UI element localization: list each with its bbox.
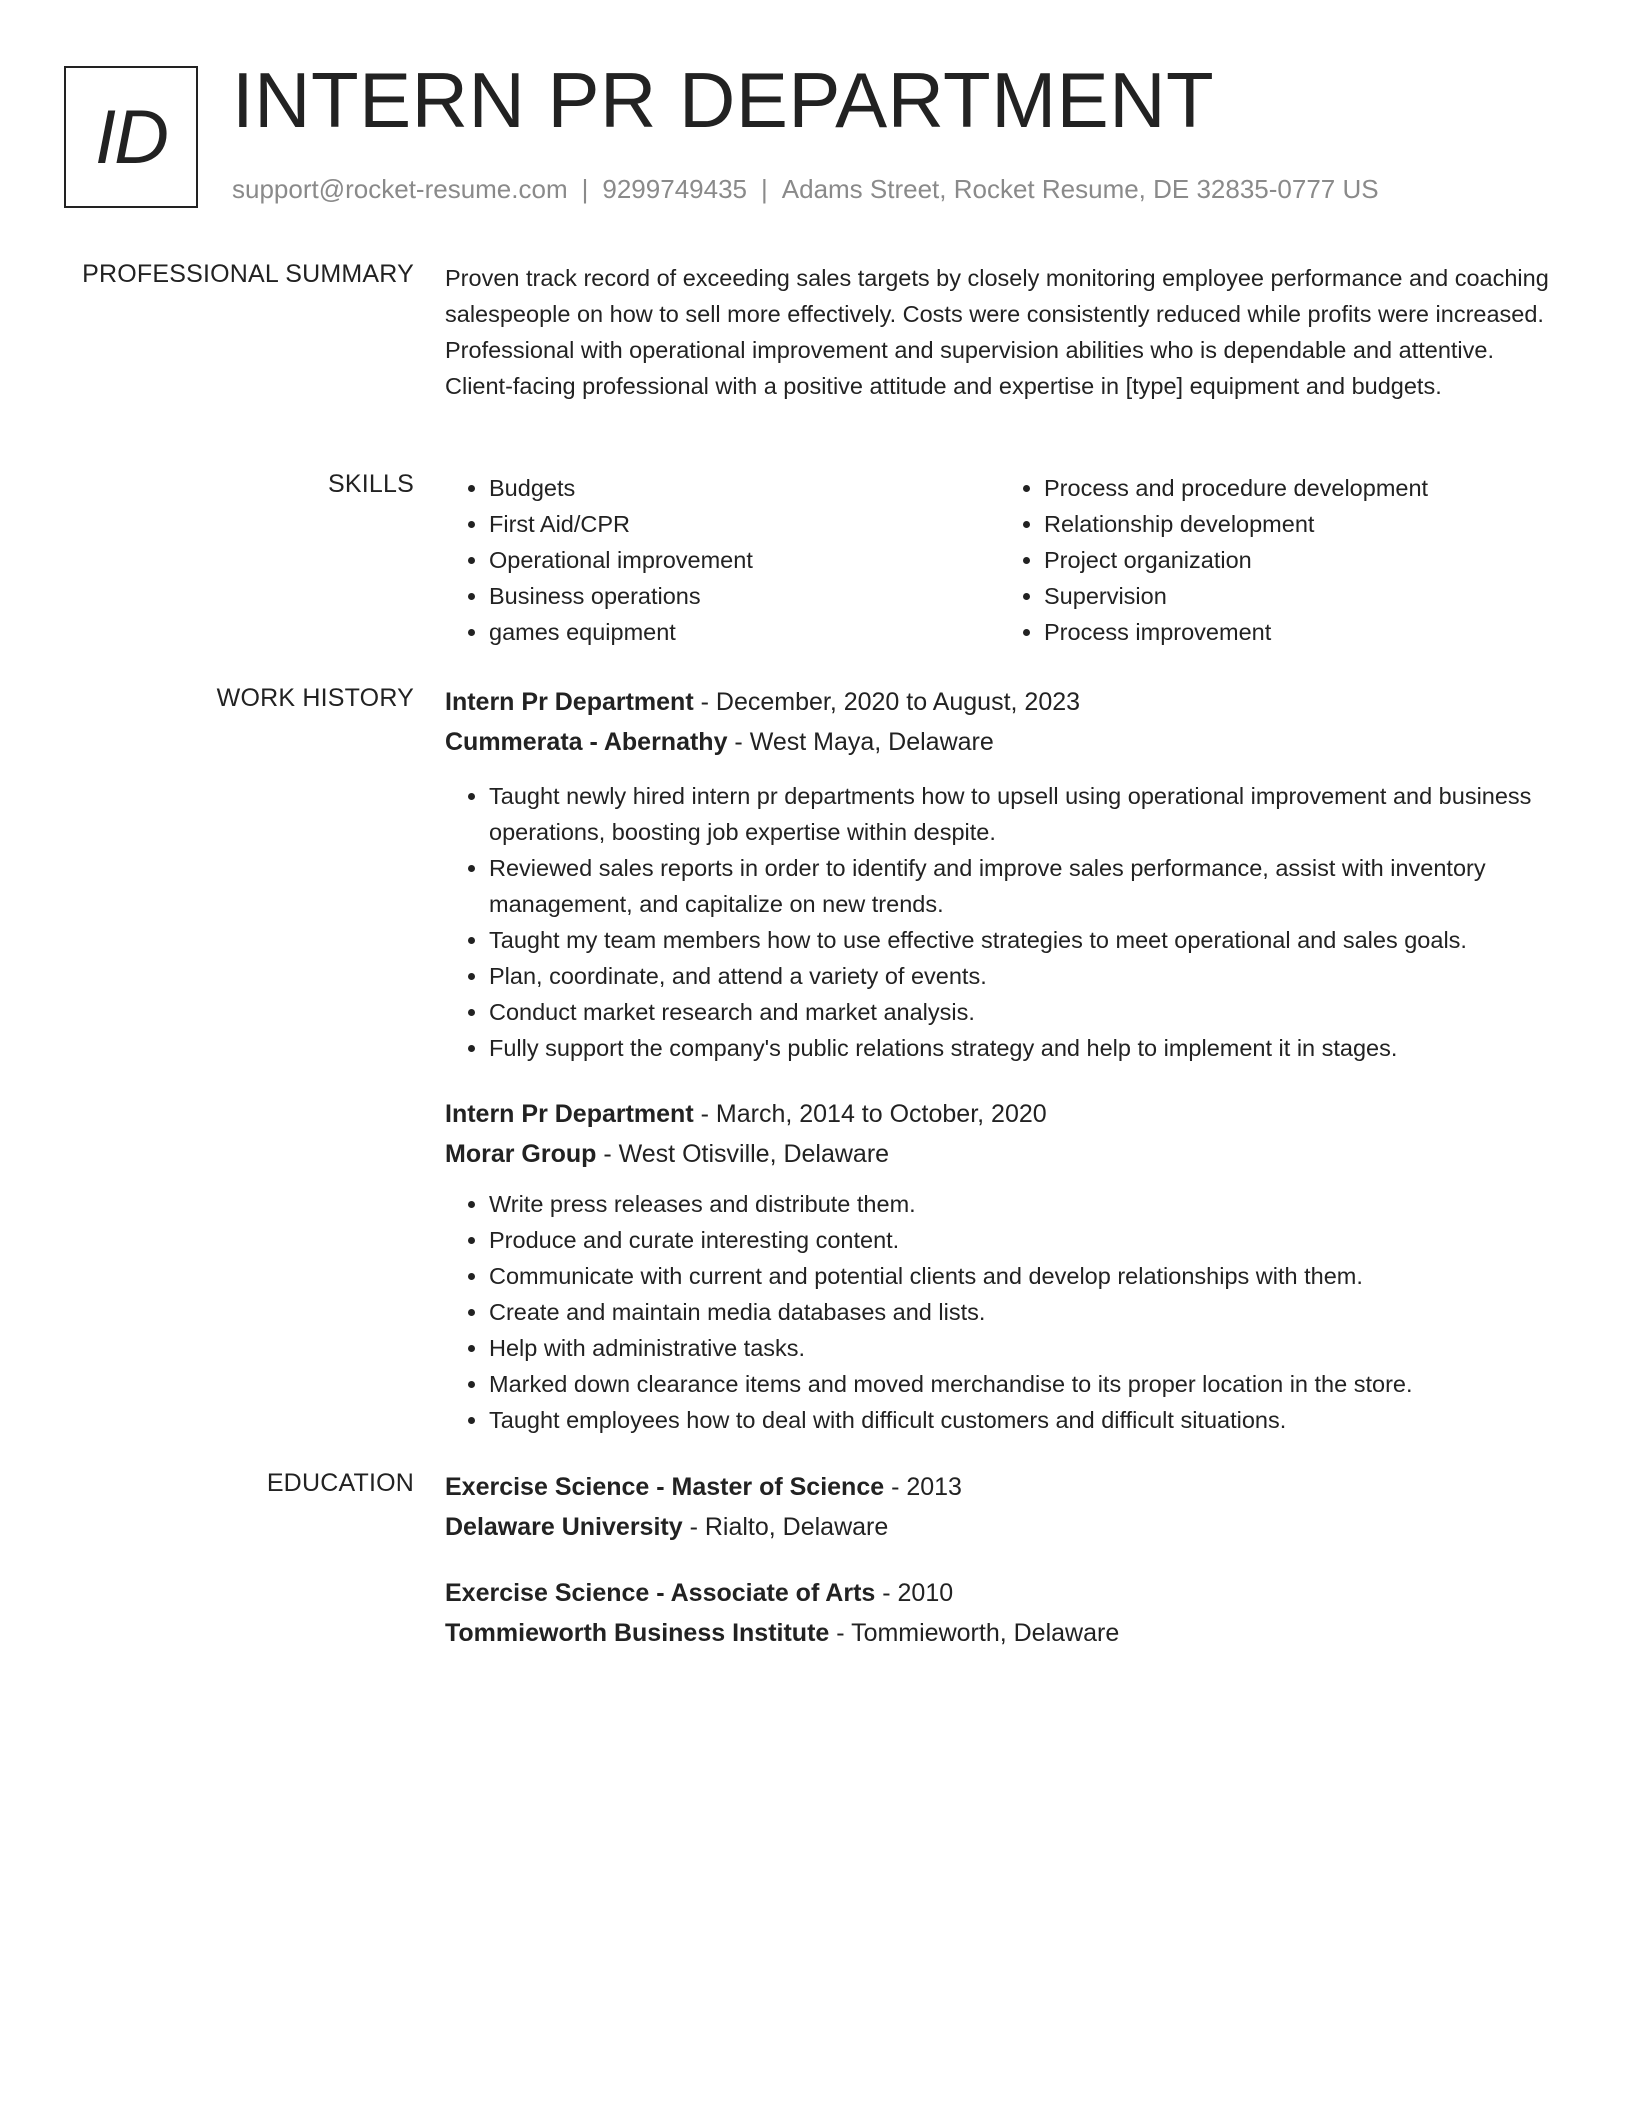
skill-item: • Relationship development xyxy=(1044,506,1555,542)
skills-list-left xyxy=(445,470,1000,650)
job-duty: • Create and maintain media databases and lists. xyxy=(489,1294,1555,1330)
work-history-heading: WORK HISTORY xyxy=(216,684,414,712)
job-title-line xyxy=(445,684,1555,720)
education-body xyxy=(445,1469,1555,1651)
skills-body xyxy=(445,470,1555,650)
skill-item: • Process and procedure development xyxy=(1044,470,1555,506)
skill-item: • First Aid/CPR xyxy=(489,506,1000,542)
job-duties xyxy=(445,778,1555,1066)
school-name: Delaware University xyxy=(445,1513,683,1541)
education-heading: EDUCATION xyxy=(266,1469,414,1497)
school-line xyxy=(445,1509,1555,1545)
summary-body xyxy=(445,260,1555,404)
skill-item: • Project organization xyxy=(1044,542,1555,578)
job-org-line xyxy=(445,1136,1555,1172)
skill-item: • Supervision xyxy=(1044,578,1555,614)
monogram-logo xyxy=(64,66,198,208)
skill-item: • Business operations xyxy=(489,578,1000,614)
school-location: - Rialto, Delaware xyxy=(682,1513,889,1541)
job-title-line xyxy=(445,1096,1555,1132)
job-company: Cummerata - Abernathy xyxy=(445,728,728,756)
work-history-body xyxy=(445,684,1555,1438)
education-entry xyxy=(445,1469,1555,1545)
job-duty: • Help with administrative tasks. xyxy=(489,1330,1555,1366)
job-duty: • Taught newly hired intern pr departments how to upsell using operational improvement and business operations, boosting job expertise within despite. xyxy=(489,778,1555,850)
job-duty: • Reviewed sales reports in order to identify and improve sales performance, assist with inventory management, and capitalize on new trends. xyxy=(489,850,1555,922)
contact-separator: | xyxy=(581,174,589,204)
job-dates: - December, 2020 to August, 2023 xyxy=(693,688,1081,716)
contact-separator: | xyxy=(761,174,768,204)
job-title: Intern Pr Department xyxy=(445,1100,694,1128)
job-entry xyxy=(445,684,1555,1066)
degree-name: Exercise Science - Master of Science xyxy=(445,1473,885,1501)
degree-name: Exercise Science - Associate of Arts xyxy=(445,1579,876,1607)
skills-heading: SKILLS xyxy=(328,470,414,498)
skill-item: • Operational improvement xyxy=(489,542,1000,578)
contact-line xyxy=(232,174,1379,205)
job-company: Morar Group xyxy=(445,1140,597,1168)
job-duty: • Taught employees how to deal with difficult customers and difficult situations. xyxy=(489,1402,1555,1438)
job-duty: • Communicate with current and potential clients and develop relationships with them. xyxy=(489,1258,1555,1294)
monogram-text: ID xyxy=(95,94,167,180)
job-duty: • Conduct market research and market analysis. xyxy=(489,994,1555,1030)
skills-columns xyxy=(445,470,1555,650)
skill-item: • Process improvement xyxy=(1044,614,1555,650)
skill-item: • games equipment xyxy=(489,614,1000,650)
job-duty: • Plan, coordinate, and attend a variety of events. xyxy=(489,958,1555,994)
degree-line xyxy=(445,1575,1555,1611)
summary-heading: PROFESSIONAL SUMMARY xyxy=(82,260,414,288)
job-duty: • Write press releases and distribute them. xyxy=(489,1186,1555,1222)
contact-address: Adams Street, Rocket Resume, DE 32835-0777 US xyxy=(781,174,1379,204)
contact-phone: 9299749435 xyxy=(602,174,747,204)
summary-text: Proven track record of exceeding sales targets by closely monitoring employee performance and coaching salespeople on how to sell more effectively. Costs were consistently reduced while profits were increased. Professional with operational improvement and supervision abilities who is dependable and attentive. Client-facing professional with a positive attitude and expertise in [type] equipment and budgets. xyxy=(445,265,1549,399)
contact-email: support@rocket-resume.com xyxy=(232,174,568,204)
job-duty: • Taught my team members how to use effective strategies to meet operational and sales goals. xyxy=(489,922,1555,958)
job-org-line xyxy=(445,724,1555,760)
degree-line xyxy=(445,1469,1555,1505)
degree-year: - 2010 xyxy=(875,1579,954,1607)
degree-year: - 2013 xyxy=(884,1473,962,1501)
candidate-name: INTERN PR DEPARTMENT xyxy=(232,56,1215,144)
job-title: Intern Pr Department xyxy=(445,688,694,716)
job-duty: • Marked down clearance items and moved merchandise to its proper location in the store. xyxy=(489,1366,1555,1402)
skill-item: • Budgets xyxy=(489,470,1000,506)
school-location: - Tommieworth, Delaware xyxy=(829,1619,1120,1647)
job-location: - West Maya, Delaware xyxy=(727,728,994,756)
school-name: Tommieworth Business Institute xyxy=(445,1619,830,1647)
job-duties xyxy=(445,1186,1555,1438)
job-entry xyxy=(445,1096,1555,1438)
job-duty: • Produce and curate interesting content. xyxy=(489,1222,1555,1258)
education-entry xyxy=(445,1575,1555,1651)
job-duty: • Fully support the company's public relations strategy and help to implement it in stages. xyxy=(489,1030,1555,1066)
job-location: - West Otisville, Delaware xyxy=(596,1140,890,1168)
skills-list-right xyxy=(1000,470,1555,650)
job-dates: - March, 2014 to October, 2020 xyxy=(693,1100,1047,1128)
school-line xyxy=(445,1615,1555,1651)
